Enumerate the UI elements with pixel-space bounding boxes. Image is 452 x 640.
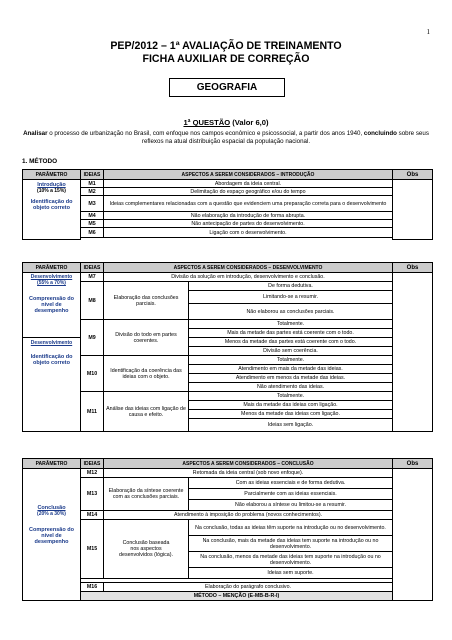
table-header-row: [23, 459, 433, 469]
parameter-description-2: Identificação do objeto correto: [30, 354, 73, 366]
page-subtitle: FICHA AUXILIAR DE CORREÇÃO: [142, 53, 310, 65]
header-aspects: ASPECTOS A SEREM CONSIDERADOS – INTRODUÇÃO: [104, 170, 393, 180]
aspect-description: Análise das ideias com ligação de causa e efeito.: [104, 392, 189, 432]
question-heading: [0, 118, 452, 127]
aspect-option: Na conclusão, todas as ideias têm suporte na introdução ou no desenvolvimento.: [189, 520, 393, 536]
aspect-option: Limitando-se a resumir.: [189, 291, 393, 304]
aspect-text: Divisão da solução em introdução, desenvolvimento e conclusão.: [104, 273, 393, 282]
header-ideas: IDEIAS: [81, 170, 104, 180]
aspect-option: Ideias sem suporte.: [189, 568, 393, 579]
subject-box: GEOGRAFIA: [169, 78, 285, 97]
aspect-option: Parcialmente com as ideias essenciais.: [189, 489, 393, 500]
aspect-option: Atendimento em menos da metade das ideias.: [189, 374, 393, 383]
parameter-cell: [23, 469, 81, 601]
aspect-option: Na conclusão, mais da metade das ideias tem suporte na introdução ou no desenvolvimento.: [189, 536, 393, 552]
aspect-text: Não elaboração da introdução de forma abrupta.: [104, 212, 393, 220]
aspect-text: Atendimento à imposição do problema (novos conhecimentos).: [104, 511, 393, 520]
aspect-option: Atendimento em mais da metade das ideias.: [189, 365, 393, 374]
table-row: [23, 583, 433, 592]
idea-code: M16: [81, 583, 104, 592]
aspect-option: Mais da metade das partes está coerente com o todo.: [189, 329, 393, 338]
table-row: [23, 273, 433, 282]
table-header-row: [23, 170, 433, 180]
statement-end: sobre seus reflexos na atual distribuição espacial da população nacional.: [141, 130, 429, 146]
aspect-option: Menos da metade das partes está coerente com o todo.: [189, 338, 393, 347]
idea-code: M13: [81, 478, 104, 511]
parameter-percentage: (10% a 15%): [37, 188, 66, 194]
aspect-option: Totalmente.: [189, 320, 393, 329]
parameter-title: Conclusão: [37, 505, 66, 511]
statement-verb-2: concluindo: [363, 130, 397, 137]
idea-code: M10: [81, 356, 104, 392]
grade-footer: MÉTODO – MENÇÃO (E-MB-B-R-I): [81, 592, 393, 601]
parameter-title: Desenvolvimento: [30, 274, 73, 280]
aspect-option: Totalmente.: [189, 356, 393, 365]
aspect-text: Elaboração do parágrafo conclusivo.: [104, 583, 393, 592]
page-title: PEP/2012 – 1ª AVALIAÇÃO DE TREINAMENTO: [110, 40, 342, 52]
table-row: [23, 282, 433, 291]
table-row: [23, 356, 433, 365]
table-footer-row: [23, 592, 433, 601]
table-row: [23, 320, 433, 329]
conclusion-table: [22, 458, 433, 601]
parameter-title-2: Desenvolvimento: [30, 340, 73, 346]
table-row: [23, 188, 433, 196]
aspect-text: Ligação com o desenvolvimento.: [104, 228, 393, 238]
idea-code: M2: [81, 188, 104, 196]
aspect-option: Não elaborou a síntese ou limitou-se a resumir.: [189, 500, 393, 511]
development-table: [22, 262, 433, 432]
idea-code: M8: [81, 282, 104, 320]
aspect-text: Ideias complementares relacionadas com a questão que evidenciem uma preparação correta para o desenvolvimento: [104, 196, 393, 212]
idea-code: M5: [81, 220, 104, 228]
idea-code: M6: [81, 228, 104, 238]
question-label: 1ª QUESTÃO: [183, 118, 231, 127]
aspect-option: Totalmente.: [189, 392, 393, 401]
idea-code: M3: [81, 196, 104, 212]
question-statement: [18, 130, 434, 147]
aspect-description: Elaboração da síntese coerente com as conclusões parciais.: [104, 478, 189, 511]
aspect-text: Delimitação do espaço geográfico e/ou do tempo: [104, 188, 393, 196]
table-row: [23, 180, 433, 188]
header-ideas: IDEIAS: [81, 459, 104, 469]
idea-code: M4: [81, 212, 104, 220]
section-heading: 1. MÉTODO: [22, 158, 58, 165]
parameter-cell-b: [23, 338, 81, 432]
statement-body: o processo de urbanização no Brasil, com enfoque nos campos econômico e psicossocial, a partir dos anos 1940,: [47, 130, 364, 137]
aspect-text: Retomada da ideia central (sob novo enfoque).: [104, 469, 393, 478]
table-row: [23, 511, 433, 520]
aspect-description: Conclusão baseada nos aspectos desenvolvidos (lógica).: [104, 520, 189, 579]
idea-code: M12: [81, 469, 104, 478]
parameter-title: Introdução: [37, 182, 66, 188]
header-aspects: ASPECTOS A SEREM CONSIDERADOS – DESENVOLVIMENTO: [104, 263, 393, 273]
introduction-table: [22, 169, 433, 240]
statement-verb: Analisar: [23, 130, 48, 137]
idea-code: M9: [81, 320, 104, 356]
table-row: [23, 469, 433, 478]
idea-code: M15: [81, 520, 104, 579]
idea-code: M11: [81, 392, 104, 432]
page-number: 1: [426, 28, 430, 36]
header-parameter: PARÂMETRO: [23, 170, 81, 180]
aspect-description: Divisão do todo em partes coerentes.: [104, 320, 189, 356]
aspect-option: Mais da metade das ideias com ligação.: [189, 401, 393, 410]
aspect-option: De forma dedutiva.: [189, 282, 393, 291]
table-row: [23, 478, 433, 489]
parameter-percentage: (55% a 70%): [37, 280, 66, 286]
header-ideas: IDEIAS: [81, 263, 104, 273]
aspect-text: Abordagem da ideia central.: [104, 180, 393, 188]
parameter-description: Compreensão do nível de desempenho: [29, 527, 74, 545]
aspect-option: Com as ideias essenciais e de forma dedutiva.: [189, 478, 393, 489]
aspect-option: Ideias sem ligação.: [189, 419, 393, 432]
aspect-option: Divisão sem coerência.: [189, 347, 393, 356]
table-row: [23, 220, 433, 228]
table-row: [23, 196, 433, 212]
idea-code: M1: [81, 180, 104, 188]
table-spacer-row: [23, 238, 433, 240]
table-row: [23, 520, 433, 536]
question-value: (Valor 6,0): [230, 118, 269, 127]
aspect-option: Menos da metade das ideias com ligação.: [189, 410, 393, 419]
obs-cell[interactable]: [393, 273, 433, 432]
header-aspects: ASPECTOS A SEREM CONSIDERADOS – CONCLUSÃO: [104, 459, 393, 469]
parameter-description: Compreensão do nível de desempenho: [29, 296, 74, 314]
aspect-option: Não atendimento das ideias.: [189, 383, 393, 392]
header-parameter: PARÂMETRO: [23, 263, 81, 273]
table-row: [23, 392, 433, 401]
idea-code: M7: [81, 273, 104, 282]
aspect-option: Na conclusão, menos da metade das ideias tem suporte na introdução ou no desenvolvimento.: [189, 552, 393, 568]
header-obs: Obs: [393, 170, 433, 180]
aspect-description: Identificação da coerência das ideias com o objeto.: [104, 356, 189, 392]
parameter-cell-a: [23, 273, 81, 338]
obs-cell[interactable]: [393, 469, 433, 601]
idea-code: M14: [81, 511, 104, 520]
parameter-cell: [23, 180, 81, 240]
aspect-option: Não elaborou as conclusões parciais.: [189, 304, 393, 320]
table-header-row: [23, 263, 433, 273]
header-parameter: PARÂMETRO: [23, 459, 81, 469]
obs-cell[interactable]: [393, 180, 433, 240]
header-obs: Obs: [393, 263, 433, 273]
table-row: [23, 228, 433, 238]
table-row: [23, 212, 433, 220]
header-obs: Obs: [393, 459, 433, 469]
parameter-description: Identificação do objeto correto: [30, 199, 73, 211]
aspect-text: Não antecipação de partes do desenvolvimento.: [104, 220, 393, 228]
parameter-percentage: (20% a 30%): [37, 511, 66, 517]
aspect-description: Elaboração das conclusões parciais.: [104, 282, 189, 320]
